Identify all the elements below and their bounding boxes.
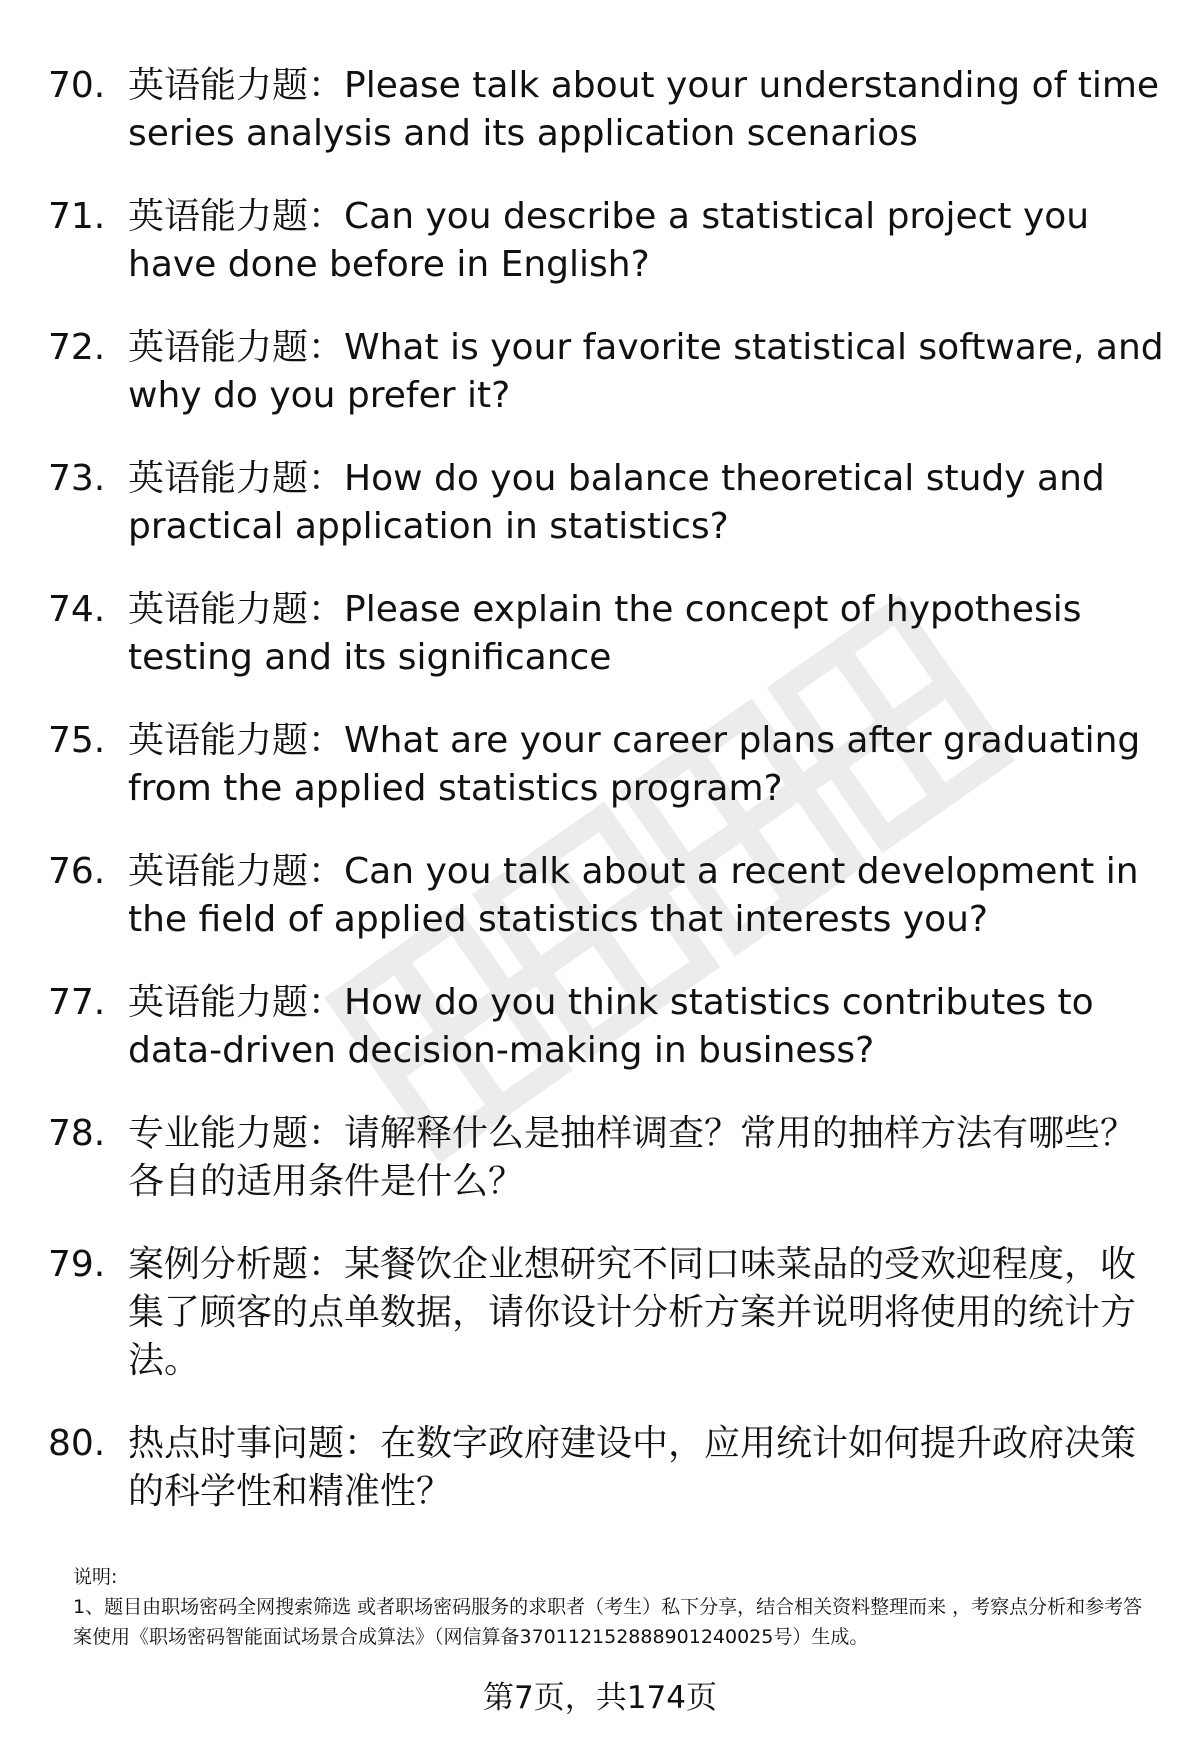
- notes-heading: 说明:: [73, 1566, 118, 1588]
- question-number: 75.: [48, 720, 106, 761]
- question-item: [48, 324, 1168, 420]
- question-item: [48, 1420, 1168, 1516]
- question-number: 78.: [48, 1113, 106, 1154]
- question-text: 案例分析题：某餐饮企业想研究不同口味菜品的受欢迎程度，收集了顾客的点单数据，请你设计分析方案并说明将使用的统计方法。: [128, 1244, 1137, 1381]
- question-item: [48, 586, 1168, 682]
- question-number: 74.: [48, 589, 106, 630]
- question-text: 英语能力题：What are your career plans after graduating from the applied statistics program?: [128, 720, 1141, 809]
- question-number: 70.: [48, 65, 106, 106]
- question-item: [48, 1110, 1168, 1206]
- question-text: 热点时事问题：在数字政府建设中，应用统计如何提升政府决策的科学性和精准性？: [128, 1423, 1137, 1512]
- question-text: 英语能力题：Can you talk about a recent development in the field of applied statistics that interests you?: [128, 851, 1139, 940]
- question-text: 英语能力题：Please talk about your understanding of time series analysis and its application scenarios: [128, 65, 1160, 154]
- question-item: [48, 455, 1168, 551]
- question-number: 73.: [48, 458, 106, 499]
- question-number: 71.: [48, 196, 106, 237]
- notes-item: 1、题目由职场密码全网搜索筛选 或者职场密码服务的求职者（考生）私下分享，结合相关资料整理而来 ，考察点分析和参考答案使用《职场密码智能面试场景合成算法》（网信算备370112152888901240025号）生成。: [73, 1596, 1143, 1648]
- question-text: 英语能力题：How do you think statistics contributes to data-driven decision-making in business?: [128, 982, 1094, 1071]
- page-number-footer: 第7页，共174页: [483, 1680, 717, 1716]
- question-number: 76.: [48, 851, 106, 892]
- notes-section: [73, 1562, 1153, 1652]
- question-text: 英语能力题：What is your favorite statistical software, and why do you prefer it?: [128, 327, 1164, 416]
- question-item: [48, 62, 1168, 158]
- question-text: 专业能力题：请解释什么是抽样调查？常用的抽样方法有哪些？各自的适用条件是什么？: [128, 1113, 1137, 1202]
- question-text: 英语能力题：Can you describe a statistical project you have done before in English?: [128, 196, 1090, 285]
- question-item: [48, 979, 1168, 1075]
- question-text: 英语能力题：Please explain the concept of hypothesis testing and its significance: [128, 589, 1082, 678]
- question-number: 77.: [48, 982, 106, 1023]
- question-item: [48, 717, 1168, 813]
- question-item: [48, 193, 1168, 289]
- question-number: 79.: [48, 1244, 106, 1285]
- question-item: [48, 1241, 1168, 1385]
- question-text: 英语能力题：How do you balance theoretical study and practical application in statistics?: [128, 458, 1105, 547]
- question-number: 72.: [48, 327, 106, 368]
- question-item: [48, 848, 1168, 944]
- question-list: [48, 62, 1168, 1551]
- question-number: 80.: [48, 1423, 106, 1464]
